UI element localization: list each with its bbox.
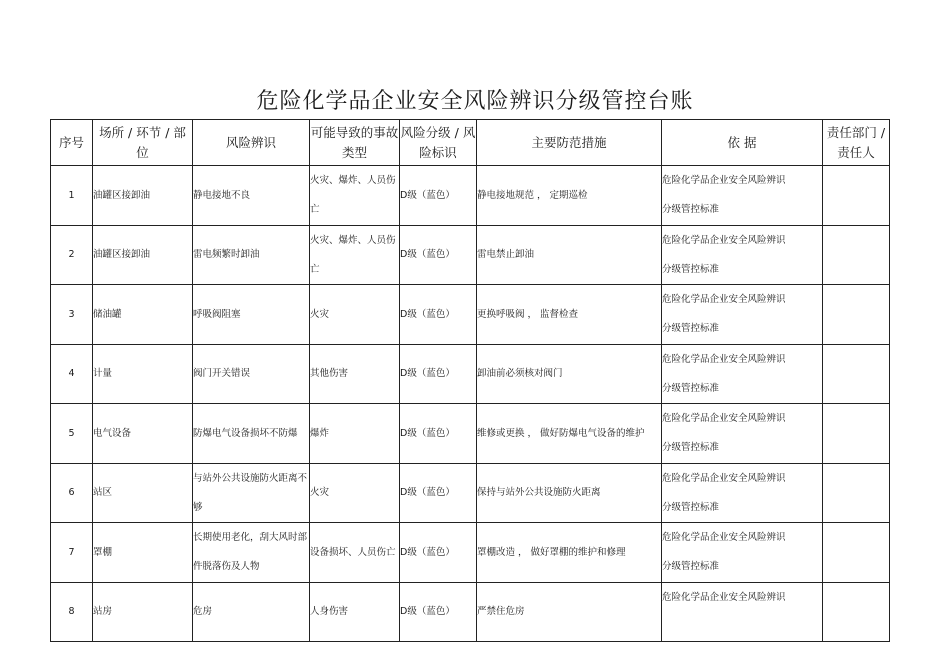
cell-measures: 保持与站外公共设施防火距离	[477, 463, 662, 523]
basis-line: 危险化学品企业安全风险辨识	[662, 532, 786, 544]
cell-basis	[662, 225, 823, 285]
cell-basis	[662, 463, 823, 523]
cell-index: 1	[51, 166, 93, 226]
cell-level: D级（蓝色）	[400, 404, 477, 464]
table-header-row	[51, 120, 890, 166]
cell-index: 4	[51, 344, 93, 404]
table-row	[51, 523, 890, 583]
cell-location: 站房	[93, 582, 193, 642]
cell-dept	[823, 166, 890, 226]
basis-line: 危险化学品企业安全风险辨识	[662, 353, 786, 365]
cell-index: 7	[51, 523, 93, 583]
basis-line: 分级管控标准	[662, 442, 720, 454]
cell-level: D级（蓝色）	[400, 344, 477, 404]
cell-measures: 雷电禁止卸油	[477, 225, 662, 285]
cell-level: D级（蓝色）	[400, 225, 477, 285]
basis-line: 分级管控标准	[662, 561, 720, 573]
cell-level: D级（蓝色）	[400, 523, 477, 583]
cell-location: 站区	[93, 463, 193, 523]
cell-accident: 火灾、爆炸、人员伤亡	[310, 225, 400, 285]
cell-location: 油罐区接卸油	[93, 225, 193, 285]
header-basis: 依 据	[662, 120, 823, 166]
cell-index: 3	[51, 285, 93, 345]
cell-accident: 人身伤害	[310, 582, 400, 642]
cell-index: 6	[51, 463, 93, 523]
cell-accident: 火灾	[310, 285, 400, 345]
cell-measures: 严禁住危房	[477, 582, 662, 642]
basis-line: 危险化学品企业安全风险辨识	[662, 472, 786, 484]
cell-basis	[662, 523, 823, 583]
cell-measures: 罩棚改造 ， 做好罩棚的维护和修理	[477, 523, 662, 583]
basis-line: 分级管控标准	[662, 382, 720, 394]
basis-line: 危险化学品企业安全风险辨识	[662, 234, 786, 246]
cell-accident: 爆炸	[310, 404, 400, 464]
basis-line: 分级管控标准	[662, 263, 720, 275]
cell-index: 5	[51, 404, 93, 464]
cell-index: 2	[51, 225, 93, 285]
cell-level: D级（蓝色）	[400, 285, 477, 345]
cell-dept	[823, 225, 890, 285]
cell-risk: 阀门开关错误	[193, 344, 310, 404]
cell-measures: 维修或更换 ， 做好防爆电气设备的维护	[477, 404, 662, 464]
cell-level: D级（蓝色）	[400, 582, 477, 642]
table-row	[51, 166, 890, 226]
header-level: 风险分级 / 风险标识	[400, 120, 477, 166]
cell-dept	[823, 523, 890, 583]
cell-basis	[662, 166, 823, 226]
table-row	[51, 285, 890, 345]
cell-accident: 火灾、爆炸、人员伤亡	[310, 166, 400, 226]
cell-risk: 危房	[193, 582, 310, 642]
risk-ledger-table	[50, 119, 890, 642]
cell-risk: 防爆电气设备损坏不防爆	[193, 404, 310, 464]
header-risk: 风险辨识	[193, 120, 310, 166]
cell-basis	[662, 404, 823, 464]
cell-basis	[662, 285, 823, 345]
table-row	[51, 225, 890, 285]
cell-risk: 静电接地不良	[193, 166, 310, 226]
basis-line: 分级管控标准	[662, 323, 720, 335]
cell-measures: 卸油前必须核对阀门	[477, 344, 662, 404]
cell-accident: 火灾	[310, 463, 400, 523]
header-location: 场所 / 环节 / 部位	[93, 120, 193, 166]
table-row	[51, 463, 890, 523]
cell-basis	[662, 344, 823, 404]
header-index: 序号	[51, 120, 93, 166]
basis-line: 危险化学品企业安全风险辨识	[662, 175, 786, 187]
cell-basis	[662, 582, 823, 642]
table-row	[51, 582, 890, 642]
cell-dept	[823, 582, 890, 642]
cell-risk: 雷电频繁时卸油	[193, 225, 310, 285]
cell-dept	[823, 285, 890, 345]
basis-line: 危险化学品企业安全风险辨识	[662, 294, 786, 306]
table-row	[51, 344, 890, 404]
cell-accident: 其他伤害	[310, 344, 400, 404]
cell-risk: 呼吸阀阻塞	[193, 285, 310, 345]
header-accident: 可能导致的事故类型	[310, 120, 400, 166]
cell-index: 8	[51, 582, 93, 642]
cell-measures: 更换呼吸阀 ， 监督检查	[477, 285, 662, 345]
basis-line: 分级管控标准	[662, 501, 720, 513]
cell-dept	[823, 404, 890, 464]
cell-location: 计量	[93, 344, 193, 404]
cell-level: D级（蓝色）	[400, 463, 477, 523]
header-measures: 主要防范措施	[477, 120, 662, 166]
cell-location: 储油罐	[93, 285, 193, 345]
cell-risk: 长期使用老化，刮大风时部件脱落伤及人物	[193, 523, 310, 583]
cell-accident: 设备损坏、人员伤亡	[310, 523, 400, 583]
cell-level: D级（蓝色）	[400, 166, 477, 226]
basis-line: 危险化学品企业安全风险辨识	[662, 591, 786, 603]
cell-location: 电气设备	[93, 404, 193, 464]
basis-line: 分级管控标准	[662, 204, 720, 216]
cell-dept	[823, 344, 890, 404]
cell-dept	[823, 463, 890, 523]
table-row	[51, 404, 890, 464]
basis-line: 危险化学品企业安全风险辨识	[662, 413, 786, 425]
cell-measures: 静电接地规范 ， 定期巡检	[477, 166, 662, 226]
page-title: 危险化学品企业安全风险辨识分级管控台账	[256, 89, 694, 114]
cell-location: 油罐区接卸油	[93, 166, 193, 226]
header-dept: 责任部门 / 责任人	[823, 120, 890, 166]
cell-risk: 与站外公共设施防火距离不够	[193, 463, 310, 523]
cell-location: 罩棚	[93, 523, 193, 583]
